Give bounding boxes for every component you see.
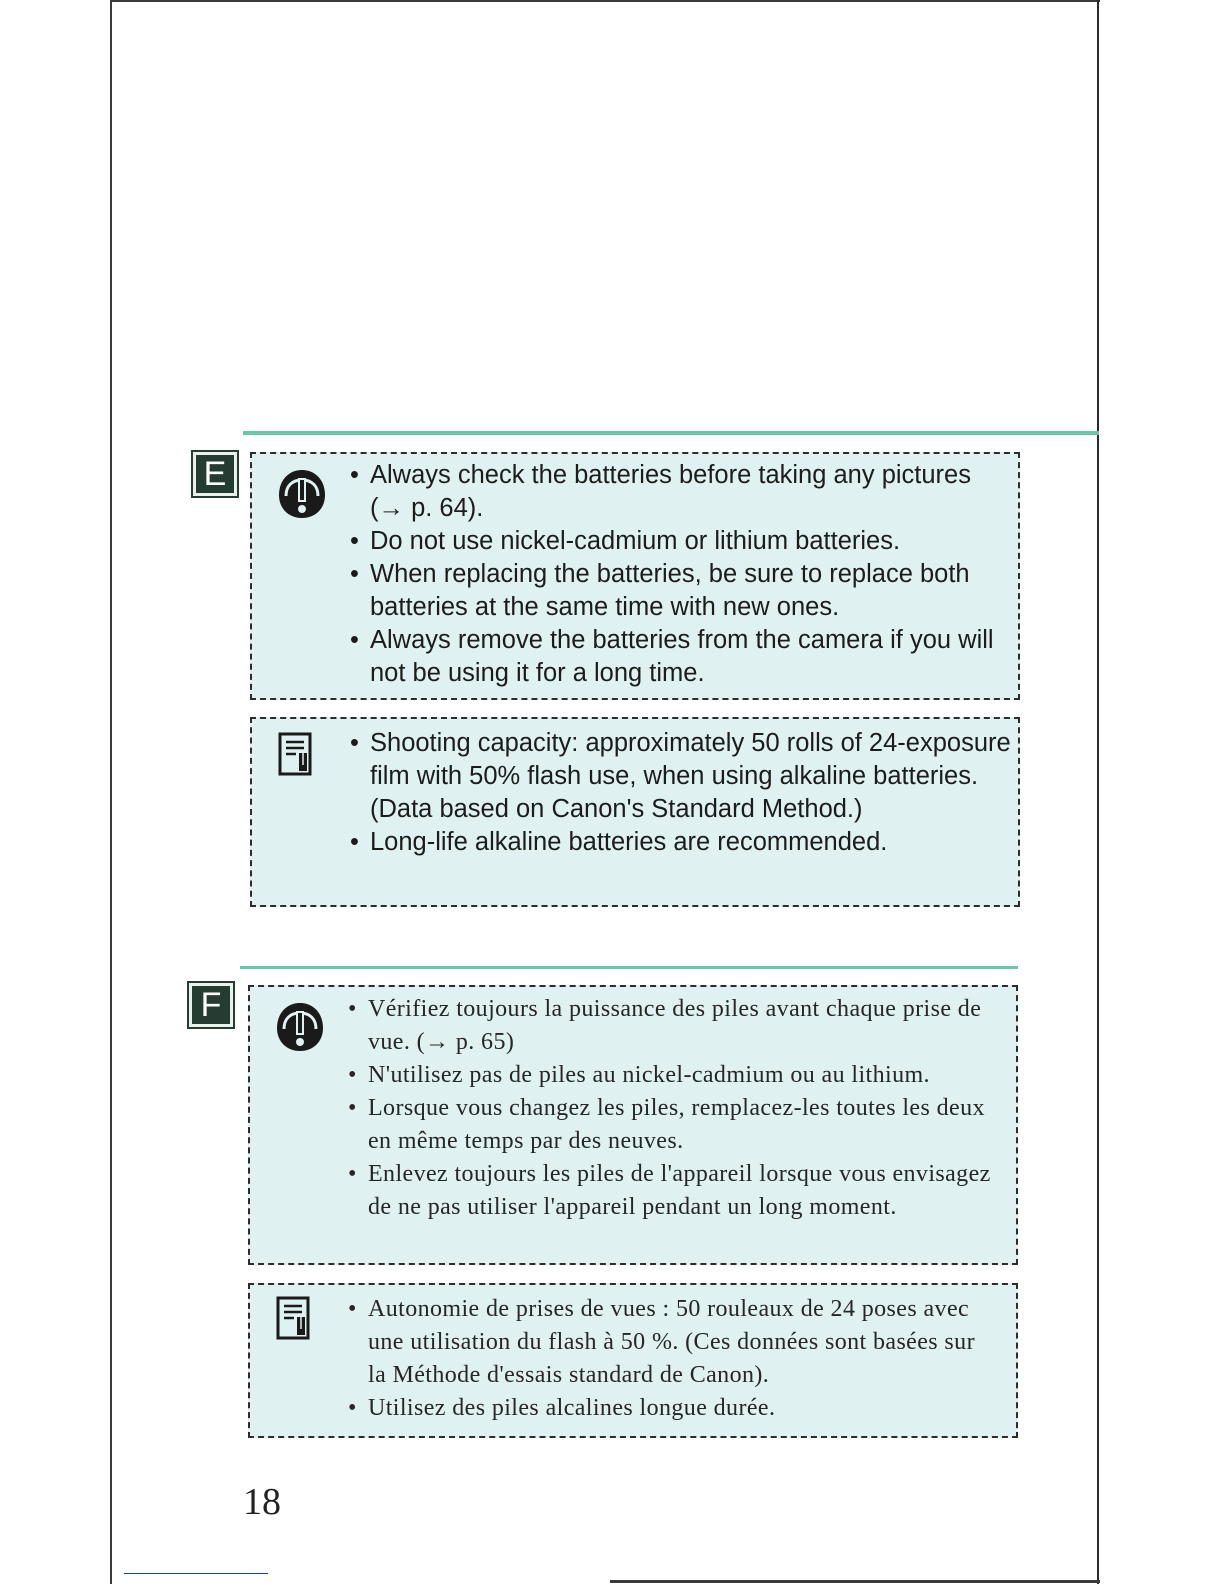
french-note-list bbox=[348, 1293, 998, 1425]
page-edge-right bbox=[1097, 0, 1099, 1584]
list-item: • Long-life alkaline batteries are recommended. bbox=[350, 826, 1014, 859]
caution-exclamation-icon bbox=[275, 1001, 325, 1053]
list-item: • Do not use nickel-cadmium or lithium batteries. bbox=[350, 525, 1010, 558]
list-item: • Utilisez des piles alcalines longue durée. bbox=[348, 1392, 998, 1425]
english-language-badge: E bbox=[193, 452, 237, 496]
page-edge-bottom bbox=[610, 1580, 1100, 1583]
list-item: • Enlevez toujours les piles de l'appareil lorsque vous envisagez de ne pas utiliser l'appareil pendant un long moment. bbox=[348, 1158, 1003, 1224]
list-item: • N'utilisez pas de piles au nickel-cadmium ou au lithium. bbox=[348, 1059, 1003, 1092]
english-section-rule bbox=[243, 431, 1099, 435]
english-caution-box bbox=[250, 452, 1020, 700]
list-item: • Always check the batteries before taking any pictures (→ p. 64). bbox=[350, 459, 1010, 525]
list-item: • Vérifiez toujours la puissance des piles avant chaque prise de vue. (→ p. 65) bbox=[348, 993, 1003, 1059]
list-item: • Always remove the batteries from the camera if you will not be using it for a long time. bbox=[350, 624, 1010, 690]
french-note-box bbox=[248, 1283, 1018, 1438]
caution-exclamation-icon bbox=[277, 468, 327, 520]
bottom-link-line bbox=[124, 1573, 268, 1574]
list-item: • Autonomie de prises de vues : 50 rouleaux de 24 poses avec une utilisation du flash à 50 %. (Ces données sont basées sur la Méthode d'essais standard de Canon). bbox=[348, 1293, 998, 1392]
french-language-badge: F bbox=[189, 983, 233, 1027]
page-edge-top bbox=[110, 0, 1100, 2]
list-item: • Shooting capacity: approximately 50 rolls of 24-exposure film with 50% flash use, when using alkaline batteries. (Data based on Canon's Standard Method.) bbox=[350, 727, 1014, 826]
french-caution-list bbox=[348, 993, 1003, 1224]
page-edge-left bbox=[110, 0, 112, 1584]
english-note-list bbox=[350, 727, 1014, 859]
english-caution-list bbox=[350, 459, 1010, 690]
list-item: • When replacing the batteries, be sure to replace both batteries at the same time with new ones. bbox=[350, 558, 1010, 624]
french-section-rule bbox=[240, 966, 1018, 969]
memo-note-icon bbox=[277, 731, 317, 777]
english-note-box bbox=[250, 717, 1020, 907]
page-number: 18 bbox=[243, 1481, 281, 1523]
list-item: • Lorsque vous changez les piles, remplacez-les toutes les deux en même temps par des neuves. bbox=[348, 1092, 1003, 1158]
french-caution-box bbox=[248, 985, 1018, 1265]
memo-note-icon bbox=[275, 1295, 315, 1341]
